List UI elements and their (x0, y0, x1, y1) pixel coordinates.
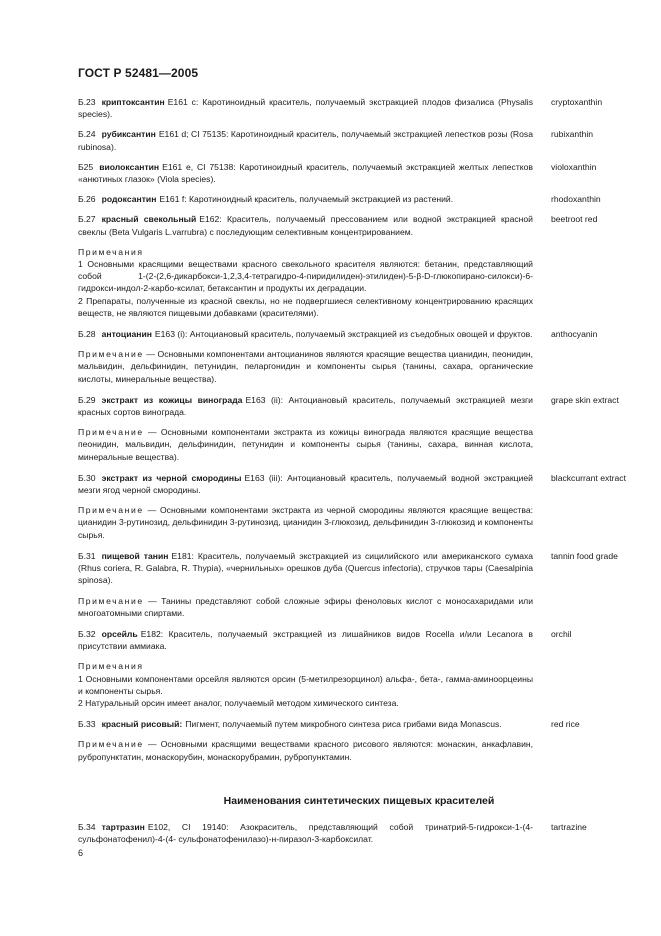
entry-number: Б.33 (78, 719, 96, 730)
entry-number: Б.28 (78, 329, 96, 340)
entry-note (78, 504, 533, 541)
entry-english-term: grape skin extract (551, 394, 619, 405)
entry-english-term: beetroot red (551, 214, 598, 225)
entry-definition: Е181: Краситель, получаемый экстракцией из сицилийского или американского сумаха (Rhus coriera, R. Galabra, R. Thypia), «чернильных» орешков дуба (Quercus infectoria), стручков тары (Caesalpinia spinosa). (78, 550, 533, 586)
entry-note (78, 348, 533, 385)
entry-body (78, 96, 533, 120)
entry-definition: Е163 (ii): Антоциановый краситель, получаемый экстракцией мезги красных сортов винограда. (78, 394, 533, 418)
entries-list-synthetic (78, 821, 640, 845)
entry-body (78, 718, 533, 730)
entry-note (78, 426, 533, 463)
section-title: Наименования синтетических пищевых красителей (223, 794, 495, 807)
entry-note (78, 246, 533, 319)
entry-number: Б.24 (78, 129, 96, 140)
entry-english-term: rubixanthin (551, 129, 594, 140)
entry-definition: Е161 е, CI 75138: Каротиноидный краситель, получаемый экстракцией желтых лепестков «анютиных глазок» (Viola species). (78, 161, 533, 185)
entry-number: Б.31 (78, 550, 96, 561)
entry-term: родоксантин (101, 194, 157, 205)
page-header: ГОСТ Р 52481—2005 (78, 66, 199, 80)
glossary-entry (78, 128, 640, 152)
note-label: Примечание (78, 739, 144, 750)
glossary-entry (78, 193, 640, 205)
note-label: Примечание (78, 349, 144, 360)
glossary-entry (78, 628, 640, 652)
note-label: Примечания (78, 246, 144, 257)
entry-english-term: rhodoxanthin (551, 194, 601, 205)
entry-definition: Е163 (iii): Антоциановый краситель, получаемый водной экстракцией мезги ягод черной смородины. (78, 472, 533, 496)
note-paragraph (78, 348, 533, 385)
glossary-entry (78, 161, 640, 185)
note-line: 1 Основными красящими веществами красного свекольного красителя являются: бетанин, представляющий собой 1-(2-(2,6-дикарбокси-1,2,3,4-тетрагидро-4-пиридилиден)-этилиден)-5-β-D-глюкопирано-силокси)-6-гидрокси-индол-2-карбо-ксилат, бетаксантин и продукты их деградации. (78, 259, 533, 294)
entry-term: красный свекольный (101, 214, 197, 225)
entry-body (78, 394, 533, 418)
entry-definition: Е161 f: Каротиноидный краситель, получаемый экстракцией из растений. (159, 194, 454, 205)
glossary-entry (78, 718, 640, 730)
entry-body (78, 193, 533, 205)
note-line: — Танины представляют собой сложные эфиры феноловых кислот с моносахаридами или многоатомными спиртами. (78, 595, 533, 618)
note-line: — Основными красящими веществами красного рисового являются: монаскин, анкафлавин, рубропунктатин, монаскорубин, монаскорубрамин, рубропунктамин. (78, 739, 534, 762)
entry-english-term: tartrazine (551, 821, 587, 832)
entry-english-term: blackcurrant extract (551, 472, 626, 483)
note-line: 1 Основными компонентами орсейля являются орсин (5-метилрезорцинол) альфа-, бета-, гамма-аминоорцеины и компоненты сырья. (78, 673, 533, 696)
entry-english-term: cryptoxanthin (551, 97, 603, 107)
entry-term: экстракт из кожицы винограда (101, 394, 243, 405)
entry-english-term: violoxanthin (551, 161, 597, 172)
entry-term: орсейль (101, 628, 138, 639)
note-line: — Основными компонентами экстракта из кожицы винограда являются красящие вещества пеонидин, мальвидин, дельфинидин, петунидин и компоненты сырья (танины, сахара, винная кислота, минеральные вещества). (78, 427, 533, 462)
entry-body (78, 628, 533, 652)
entry-term: красный рисовый: (101, 719, 183, 730)
entry-number: Б.26 (78, 194, 96, 205)
entry-number: Б.30 (78, 472, 96, 483)
page-number: 6 (78, 848, 84, 858)
glossary-entry (78, 472, 640, 496)
note-label: Примечание (78, 427, 144, 438)
glossary-entry (78, 328, 640, 340)
note-paragraph (78, 426, 533, 463)
entry-number: Б.27 (78, 214, 96, 225)
note-paragraph (78, 595, 533, 619)
entry-definition: Е182: Краситель, получаемый экстракцией из лишайников видов Rocella и/или Lecanora в присутствии аммиака. (78, 628, 533, 652)
entry-body (78, 213, 533, 237)
entry-number: Б.23 (78, 97, 96, 107)
entry-note (78, 738, 533, 762)
content (78, 96, 640, 853)
entry-body (78, 550, 533, 587)
note-paragraph (78, 738, 533, 762)
note-paragraph (78, 504, 533, 541)
entry-term: рубиксантин (101, 129, 156, 140)
entry-english-term: tannin food grade (551, 550, 618, 561)
entries-list (78, 96, 640, 763)
entry-term: экстракт из черной смородины (101, 472, 242, 483)
glossary-entry (78, 96, 640, 120)
glossary-entry (78, 213, 640, 237)
entry-note (78, 660, 533, 709)
glossary-entry (78, 550, 640, 587)
entry-term: антоцианин (101, 329, 152, 340)
entry-definition: Е163 (i): Антоциановый краситель, получаемый экстракцией из съедобных овощей и фруктов. (154, 329, 533, 340)
entry-number: Б.34 (78, 821, 96, 832)
entry-english-term: orchil (551, 628, 572, 639)
note-line: 2 Препараты, полученные из красной свеклы, но не подвергшиеся селективному концентрированию красящих веществ, не являются пищевыми добавками (красителями). (78, 295, 533, 318)
entry-body (78, 328, 533, 340)
entry-body (78, 472, 533, 496)
entry-note (78, 595, 533, 619)
entry-term: тартразин (101, 821, 145, 832)
entry-definition: Е161 с: Каротиноидный краситель, получаемый экстракцией плодов физалиса (Physalis species). (78, 97, 533, 120)
glossary-entry (78, 394, 640, 418)
entry-term: криптоксантин (101, 97, 165, 107)
entry-body (78, 161, 533, 185)
entry-definition: Е102, CI 19140: Азокраситель, представляющий собой тринатрий-5-гидрокси-1-(4-сульфонатофенил)-4-(4- сульфонатофенилазо)-н-пиразол-3-карбоксилат. (78, 821, 533, 844)
entry-term: виолоксантин (99, 161, 160, 172)
entry-definition: Пигмент, получаемый путем микробного синтеза риса грибами вида Monascus. (185, 719, 502, 730)
note-label: Примечание (78, 505, 144, 516)
note-line: — Основными компонентами антоцианинов являются красящие вещества цианидин, пеонидин, мальвидин, дельфинидин, петунидин, пеларгонидин и компоненты сырья (танины, сахара, органические кислоты, минеральные вещества). (78, 349, 533, 384)
entry-definition: Е161 d; CI 75135: Каротиноидный краситель, получаемый экстракцией лепестков розы (Rosa rubinosa). (78, 129, 533, 152)
entry-definition: Е162: Краситель, получаемый прессованием или водной экстракцией красной свеклы (Beta Vulgaris L.varrubra) с последующим селективным концентрированием. (78, 214, 533, 237)
note-label: Примечания (78, 661, 144, 672)
glossary-entry (78, 821, 640, 845)
note-line: 2 Натуральный орсин имеет аналог, получаемый методом химического синтеза. (78, 697, 399, 708)
note-label: Примечание (78, 595, 144, 606)
entry-english-term: red rice (551, 719, 580, 730)
entry-term: пищевой танин (101, 550, 169, 561)
entry-body (78, 128, 533, 152)
entry-english-term: anthocyanin (551, 329, 598, 340)
note-line: — Основными компонентами экстракта из черной смородины являются красящие вещества: цианидин 3-рутинозид, дельфинидин 3-рутинозид, цианидин 3-глюкозид, дельфинидин 3-глюкозид и компоненты сырья. (78, 505, 534, 540)
entry-number: Б.32 (78, 628, 96, 639)
entry-number: Б25 (78, 161, 94, 172)
entry-body (78, 821, 533, 845)
entry-number: Б.29 (78, 394, 96, 405)
